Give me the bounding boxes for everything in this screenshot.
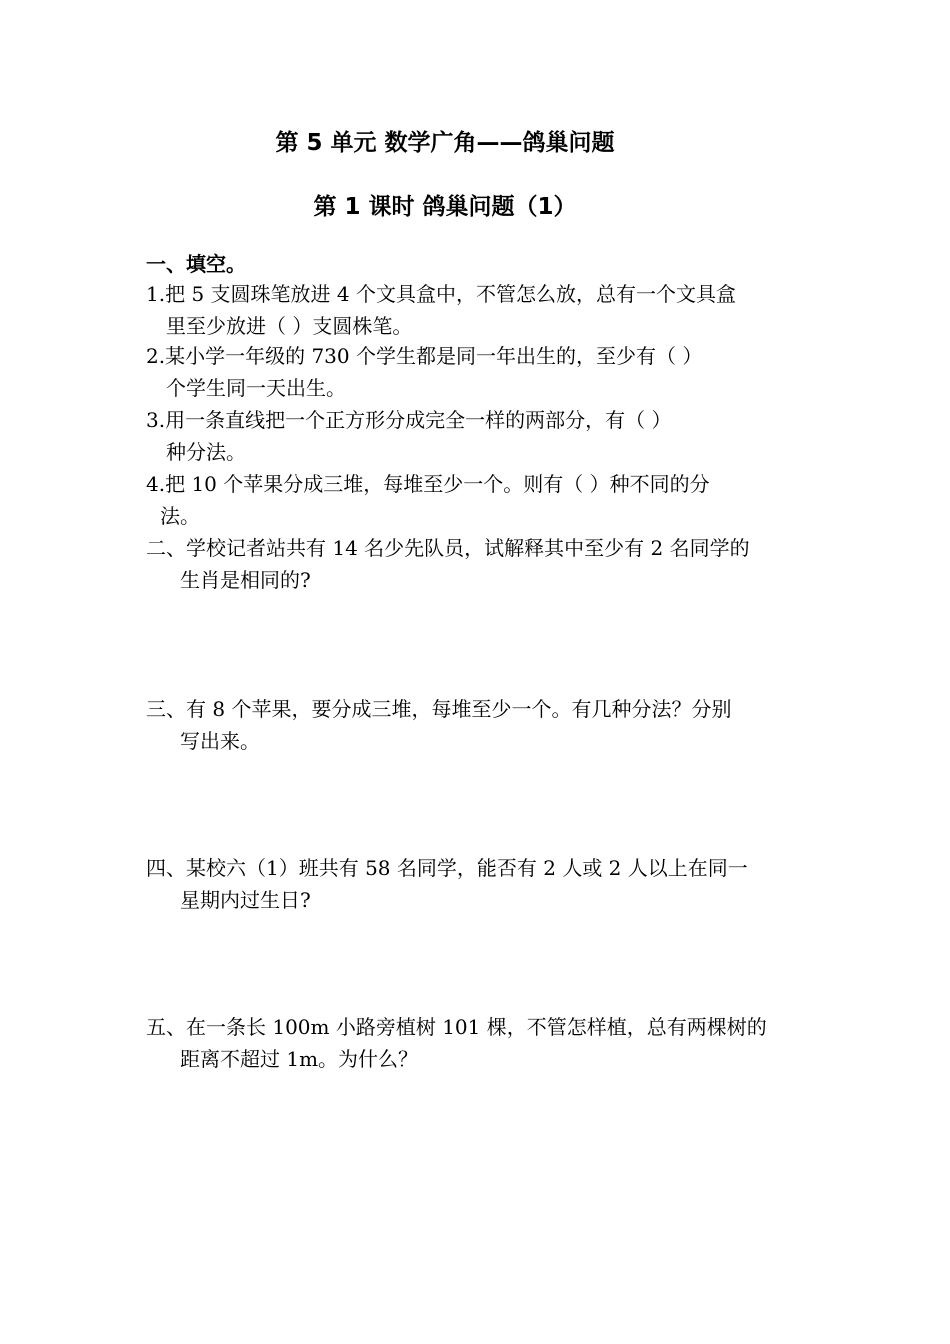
question-4-line-2: 法。 — [160, 504, 200, 528]
section-5-line-2: 距离不超过 1m。为什么？ — [180, 1047, 419, 1071]
section-1-heading: 一、填空。 — [146, 252, 246, 276]
question-3-line-2: 种分法。 — [166, 440, 246, 464]
section-5-line-1: 五、在一条长 100m 小路旁植树 101 棵，不管怎样植，总有两棵树的 — [146, 1015, 767, 1039]
section-4-line-2: 星期内过生日? — [180, 888, 311, 912]
question-4-line-1: 4.把 10 个苹果分成三堆，每堆至少一个。则有（ ）种不同的分 — [146, 472, 710, 496]
question-2-line-1: 2.某小学一年级的 730 个学生都是同一年出生的，至少有（ ） — [146, 344, 703, 368]
question-2-line-2: 个学生同一天出生。 — [166, 376, 346, 400]
lesson-title: 第 1 课时 鸽巢问题（1） — [313, 194, 577, 220]
question-3-line-1: 3.用一条直线把一个正方形分成完全一样的两部分，有（ ） — [146, 408, 672, 432]
section-2-line-2: 生肖是相同的? — [180, 568, 311, 592]
section-3-line-1: 三、有 8 个苹果，要分成三堆，每堆至少一个。有几种分法？分别 — [146, 697, 732, 721]
section-4-line-1: 四、某校六（1）班共有 58 名同学，能否有 2 人或 2 人以上在同一 — [146, 856, 748, 880]
section-2-line-1: 二、学校记者站共有 14 名少先队员，试解释其中至少有 2 名同学的 — [146, 536, 750, 560]
question-1-line-2: 里至少放进（ ）支圆株笔。 — [166, 314, 413, 338]
unit-title: 第 5 单元 数学广角——鸽巢问题 — [275, 130, 615, 156]
section-3-line-2: 写出来。 — [180, 729, 260, 753]
question-1-line-1: 1.把 5 支圆珠笔放进 4 个文具盒中，不管怎么放，总有一个文具盒 — [146, 282, 736, 306]
